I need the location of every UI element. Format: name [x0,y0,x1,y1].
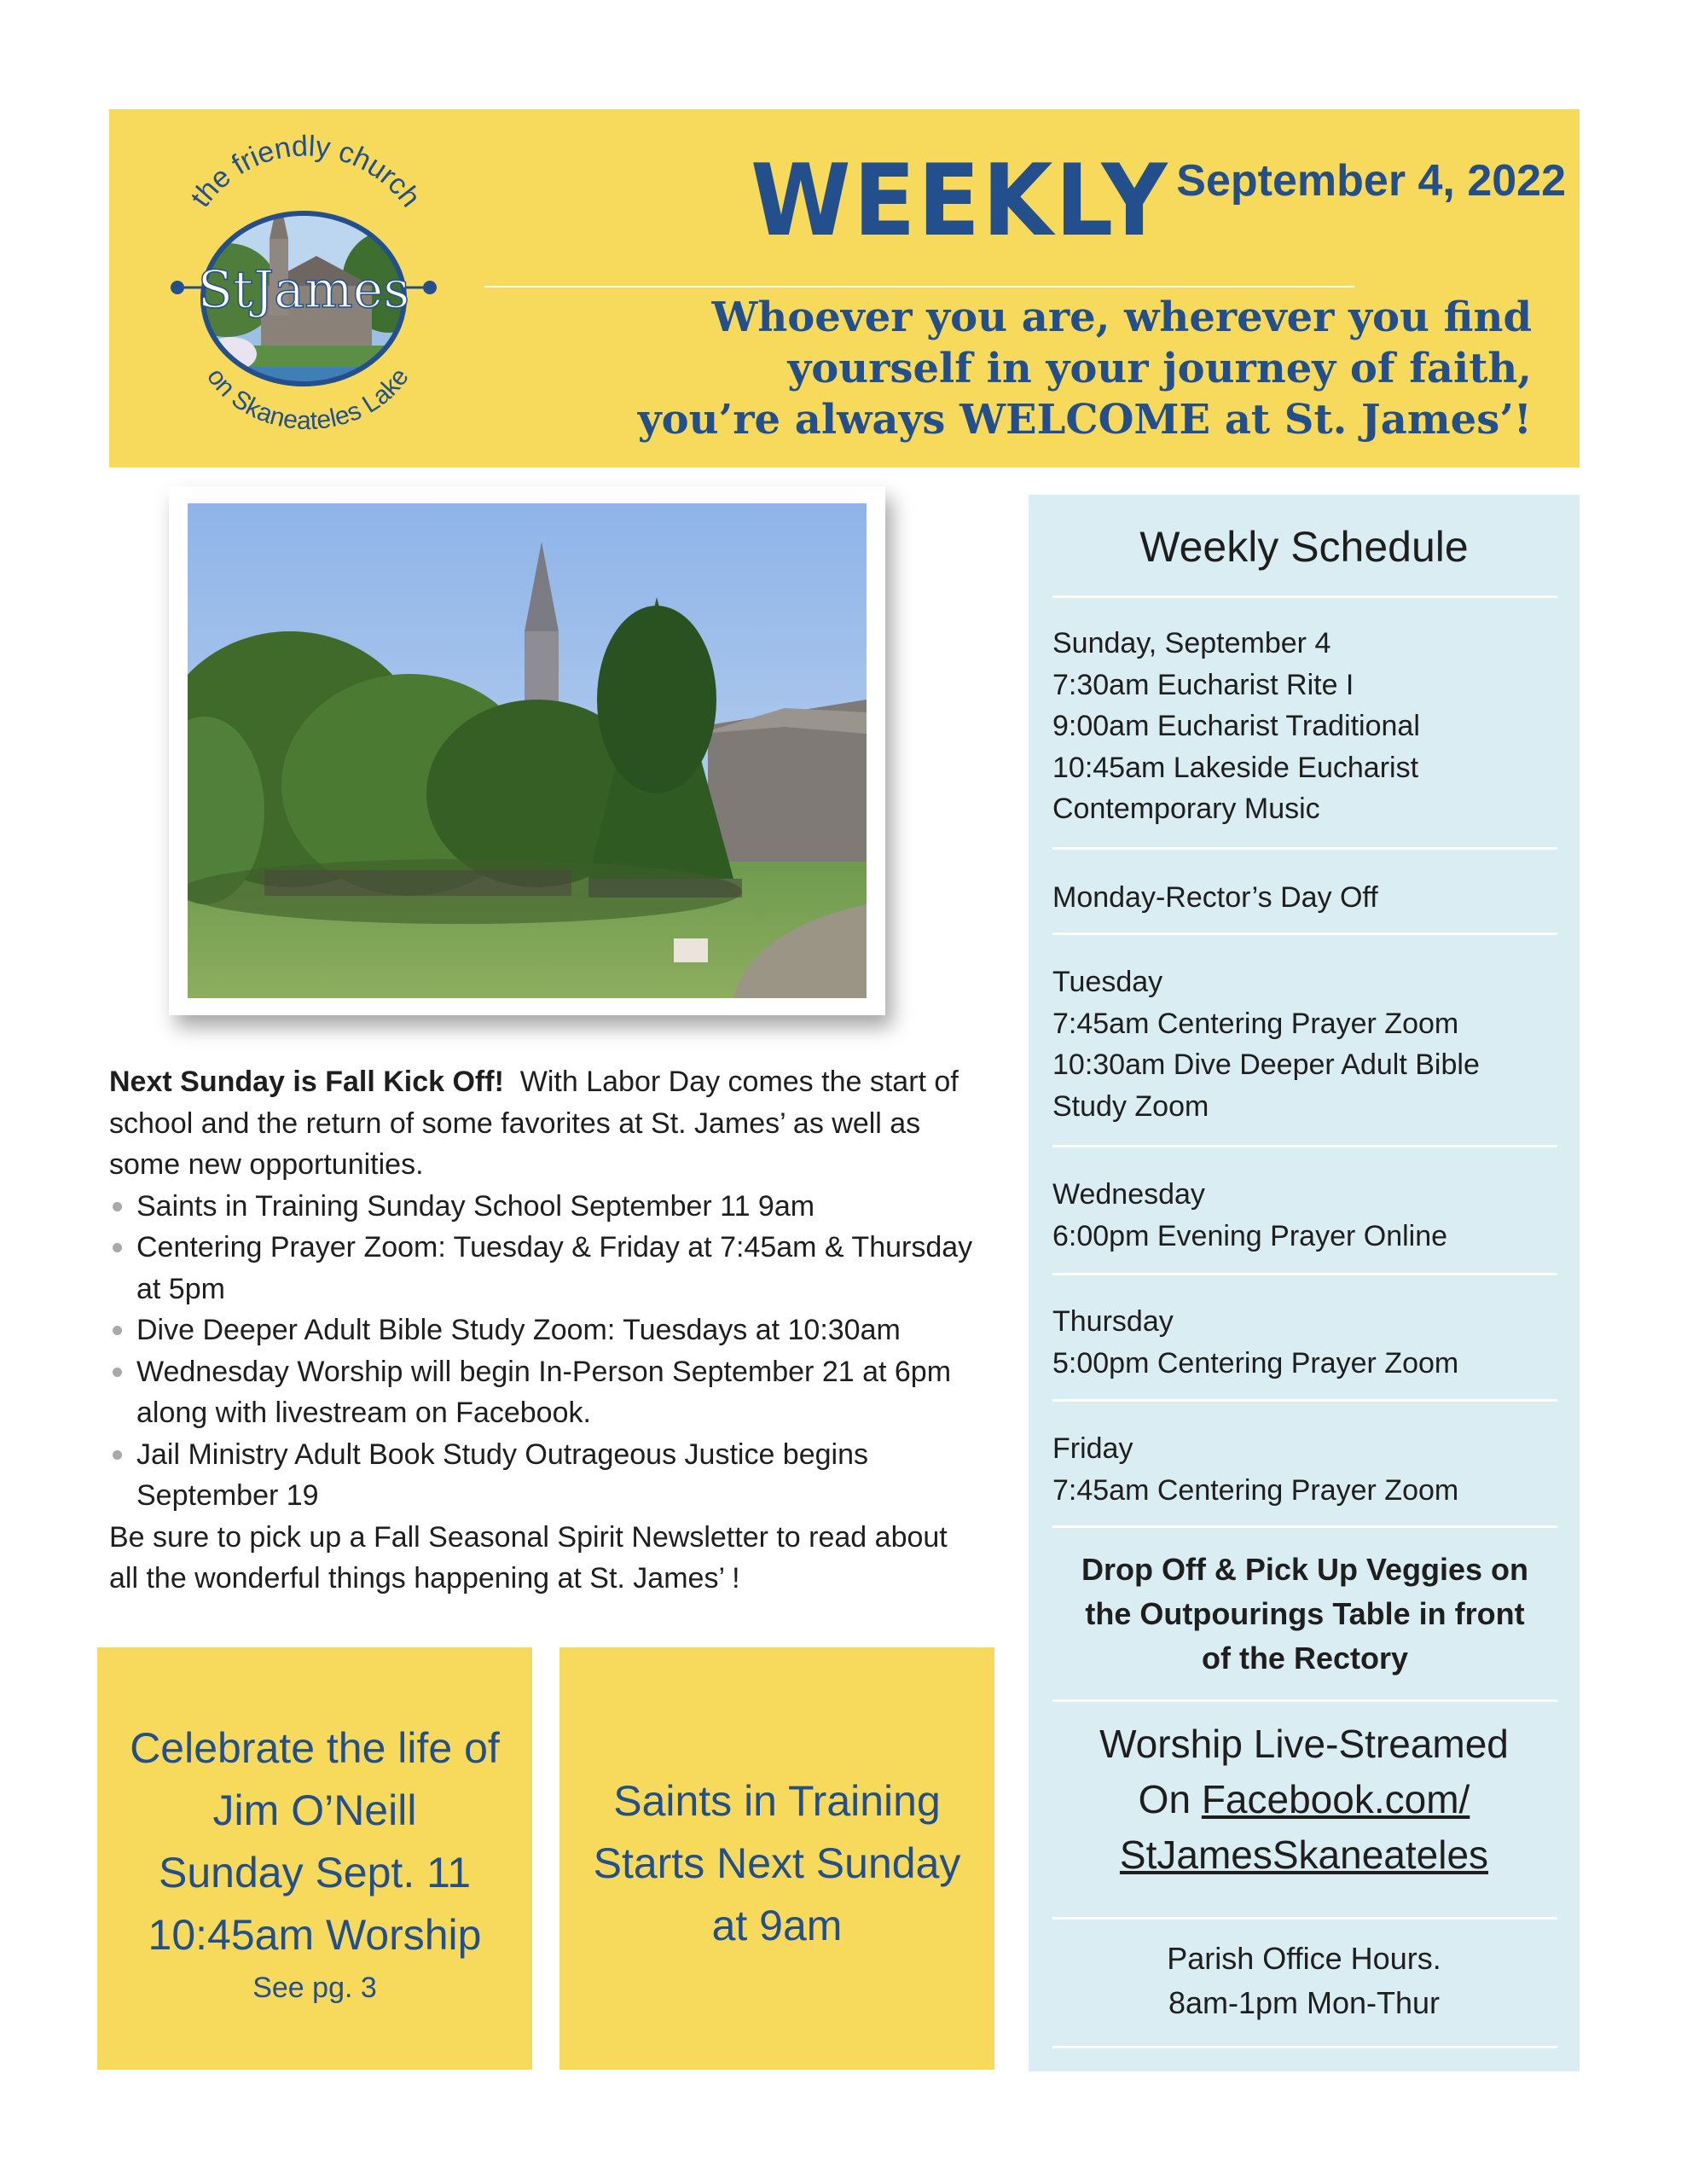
divider [1052,1145,1557,1147]
schedule-line: 10:45am Lakeside Eucharist [1052,751,1419,784]
kickoff-list [109,1186,979,1517]
box-line: at 9am [711,1902,843,1949]
office-hours-label: Parish Office Hours. [1167,1941,1441,1976]
schedule-sunday [1052,623,1557,830]
kickoff-headline: Next Sunday is Fall Kick Off! [109,1066,504,1098]
list-item [109,1227,979,1310]
box-line: Jim O’Neill [212,1786,417,1834]
box-line: Sunday Sept. 11 [158,1849,471,1896]
tagline-line: you’re always WELCOME at St. James’! [637,396,1532,444]
box-line: Celebrate the life of [130,1724,500,1772]
bullet-icon [113,1450,122,1460]
church-lawn-photo [169,486,885,1015]
veggies-line: the Outpourings Table in front [1085,1596,1525,1631]
tagline-line: Whoever you are, wherever you find [711,293,1532,341]
kickoff-article [109,1061,979,1600]
schedule-line: Monday-Rector’s Day Off [1052,881,1378,914]
photo-illustration [188,503,867,998]
saints-in-training-box [559,1647,994,2070]
newsletter-header [109,109,1580,468]
weekly-schedule-sidebar [1029,495,1580,2071]
celebration-of-life-box [97,1647,532,2070]
kickoff-intro [109,1061,979,1186]
divider [1052,1917,1557,1920]
schedule-line: Study Zoom [1052,1089,1209,1123]
divider [1052,1399,1557,1402]
schedule-line: Contemporary Music [1052,793,1320,825]
schedule-line: 7:30am Eucharist Rite I [1052,668,1354,701]
schedule-line: Friday [1052,1432,1133,1465]
box-line: 10:45am Worship [148,1911,482,1959]
newsletter-date: September 4, 2022 [1176,156,1566,206]
list-item-text: Saints in Training Sunday School September 11 9am [136,1189,815,1223]
divider [1052,932,1557,935]
logo-top-text: the friendly church [184,130,427,213]
schedule-line: 9:00am Eucharist Traditional [1052,710,1420,742]
st-james-logo [133,128,474,435]
divider [1052,847,1557,850]
schedule-line: 6:00pm Evening Prayer Online [1052,1219,1448,1252]
schedule-title: Weekly Schedule [1139,523,1469,571]
livestream-prefix: On [1138,1777,1202,1821]
schedule-friday [1052,1428,1557,1511]
box-line: Saints in Training [613,1777,941,1825]
veggies-line: Drop Off & Pick Up Veggies on [1081,1552,1529,1587]
schedule-wednesday [1052,1174,1557,1257]
logo-bottom-text: on Skaneateles Lake [201,363,415,435]
schedule-line: 7:45am Centering Prayer Zoom [1052,1007,1459,1040]
schedule-line: Wednesday [1052,1178,1205,1211]
schedule-line: 5:00pm Centering Prayer Zoom [1052,1346,1459,1380]
newsletter-title: WEEKLY [751,143,1170,258]
schedule-thursday [1052,1301,1557,1384]
livestream-link-line [1029,1772,1580,1827]
schedule-tuesday [1052,961,1557,1127]
svg-text:the friendly church [184,130,426,213]
facebook-link-page[interactable]: StJamesSkaneateles [1119,1833,1489,1877]
box-note: See pg. 3 [252,1972,377,2004]
schedule-line: Sunday, September 4 [1052,627,1331,659]
bullet-icon [113,1326,122,1335]
schedule-monday [1052,877,1557,919]
welcome-tagline [638,292,1532,445]
facebook-link[interactable]: Facebook.com/ [1201,1777,1470,1821]
veggies-line: of the Rectory [1201,1641,1409,1676]
tagline-line: yourself in your journey of faith, [787,345,1532,392]
kickoff-intro-text: With Labor Day comes the start of school and the return of some favorites at St. James’ as well as some new opportunities. [109,1066,967,1181]
schedule-line: 7:45am Centering Prayer Zoom [1052,1473,1459,1507]
divider [1052,1273,1557,1275]
list-item [109,1310,979,1351]
divider [1052,1699,1557,1702]
divider [1052,2046,1557,2048]
box-line: Starts Next Sunday [593,1839,961,1887]
office-hours-value: 8am-1pm Mon-Thur [1168,1985,1441,2020]
header-divider [484,286,1354,288]
schedule-line: Thursday [1052,1305,1174,1338]
list-item-text: Jail Ministry Adult Book Study Outrageous Justice begins September 19 [136,1438,868,1512]
list-item-text: Centering Prayer Zoom: Tuesday & Friday at 7:45am & Thursday at 5pm [136,1231,973,1305]
list-item [109,1351,979,1434]
divider [1052,1525,1557,1528]
list-item-text: Dive Deeper Adult Bible Study Zoom: Tuesdays at 10:30am [136,1314,901,1346]
schedule-line: Tuesday [1052,966,1163,998]
veggies-notice [1052,1548,1557,1681]
bullet-icon [113,1368,122,1377]
list-item [109,1434,979,1517]
kickoff-closing: Be sure to pick up a Fall Seasonal Spirit Newsletter to read about all the wonderful things happening at St. James’ ! [109,1520,948,1594]
bullet-icon [113,1243,122,1252]
schedule-line: 10:30am Dive Deeper Adult Bible [1052,1048,1480,1081]
office-hours [1029,1937,1580,2025]
livestream-heading: Worship Live-Streamed [1099,1722,1509,1766]
logo-name-text: StJames [197,260,410,320]
list-item-text: Wednesday Worship will begin In-Person September 21 at 6pm along with livestream on Facebook. [136,1355,952,1429]
bullet-icon [113,1202,122,1211]
list-item [109,1186,979,1228]
divider [1052,595,1557,598]
livestream-notice [1029,1716,1580,1883]
